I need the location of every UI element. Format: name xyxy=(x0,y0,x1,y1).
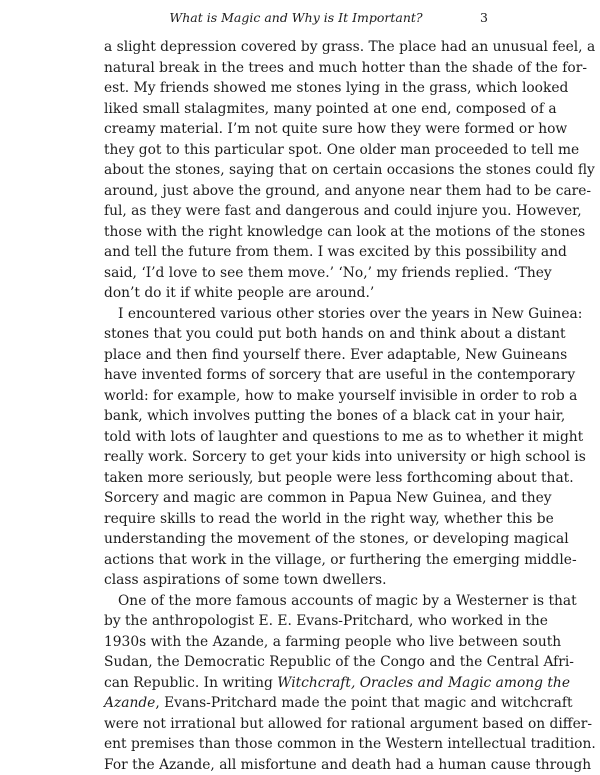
text-line: class aspirations of some town dwellers. xyxy=(104,570,489,591)
text-line: those with the right knowledge can look at the motions of the stones xyxy=(104,222,489,243)
text-line: have invented forms of sorcery that are useful in the contemporary xyxy=(104,365,489,386)
running-head xyxy=(104,8,488,28)
text-line: were not irrational but allowed for rational argument based on differ- xyxy=(104,714,489,735)
running-title: What is Magic and Why is It Important? xyxy=(104,8,488,28)
text-line: ent premises than those common in the Western intellectual tradition. xyxy=(104,734,489,755)
text-line: world: for example, how to make yourself invisible in order to rob a xyxy=(104,386,489,407)
text-line: ful, as they were fast and dangerous and could injure you. However, xyxy=(104,201,489,222)
text-line-with-title xyxy=(104,693,489,714)
text-line: told with lots of laughter and questions to me as to whether it might xyxy=(104,427,489,448)
body-text xyxy=(104,37,489,775)
text-segment: , Evans-Pritchard made the point that magic and witchcraft xyxy=(155,695,572,711)
text-line: One of the more famous accounts of magic by a Westerner is that xyxy=(104,591,489,612)
text-line: really work. Sorcery to get your kids into university or high school is xyxy=(104,447,489,468)
text-line: require skills to read the world in the right way, whether this be xyxy=(104,509,489,530)
text-line: about the stones, saying that on certain occasions the stones could fly xyxy=(104,160,489,181)
book-title: Azande xyxy=(104,695,155,711)
text-line: don’t do it if white people are around.’ xyxy=(104,283,489,304)
book-title: Witchcraft, Oracles and Magic among the xyxy=(277,675,570,691)
text-line: place and then find yourself there. Ever adaptable, New Guineans xyxy=(104,345,489,366)
text-line: bank, which involves putting the bones of a black cat in your hair, xyxy=(104,406,489,427)
page-number: 3 xyxy=(480,8,488,28)
text-line: est. My friends showed me stones lying in the grass, which looked xyxy=(104,78,489,99)
text-line: Sorcery and magic are common in Papua New Guinea, and they xyxy=(104,488,489,509)
text-line: a slight depression covered by grass. The place had an unusual feel, a xyxy=(104,37,489,58)
text-line: actions that work in the village, or furthering the emerging middle- xyxy=(104,550,489,571)
text-line: stones that you could put both hands on and think about a distant xyxy=(104,324,489,345)
text-line: they got to this particular spot. One older man proceeded to tell me xyxy=(104,140,489,161)
text-line: 1930s with the Azande, a farming people who live between south xyxy=(104,632,489,653)
paragraph-3 xyxy=(104,591,489,775)
text-line-with-title xyxy=(104,673,489,694)
text-line: Sudan, the Democratic Republic of the Congo and the Central Afri- xyxy=(104,652,489,673)
text-line: I encountered various other stories over the years in New Guinea: xyxy=(104,304,489,325)
paragraph-2 xyxy=(104,304,489,591)
text-line: around, just above the ground, and anyone near them had to be care- xyxy=(104,181,489,202)
text-line: taken more seriously, but people were less forthcoming about that. xyxy=(104,468,489,489)
text-line: and tell the future from them. I was excited by this possibility and xyxy=(104,242,489,263)
text-line: natural break in the trees and much hotter than the shade of the for- xyxy=(104,58,489,79)
paragraph-1 xyxy=(104,37,489,304)
text-line: creamy material. I’m not quite sure how they were formed or how xyxy=(104,119,489,140)
text-line: by the anthropologist E. E. Evans-Pritchard, who worked in the xyxy=(104,611,489,632)
text-segment: can Republic. In writing xyxy=(104,675,277,691)
text-line: said, ‘I’d love to see them move.’ ‘No,’ my friends replied. ‘They xyxy=(104,263,489,284)
text-line: liked small stalagmites, many pointed at one end, composed of a xyxy=(104,99,489,120)
text-line: understanding the movement of the stones, or developing magical xyxy=(104,529,489,550)
text-line: For the Azande, all misfortune and death had a human cause through xyxy=(104,755,489,775)
